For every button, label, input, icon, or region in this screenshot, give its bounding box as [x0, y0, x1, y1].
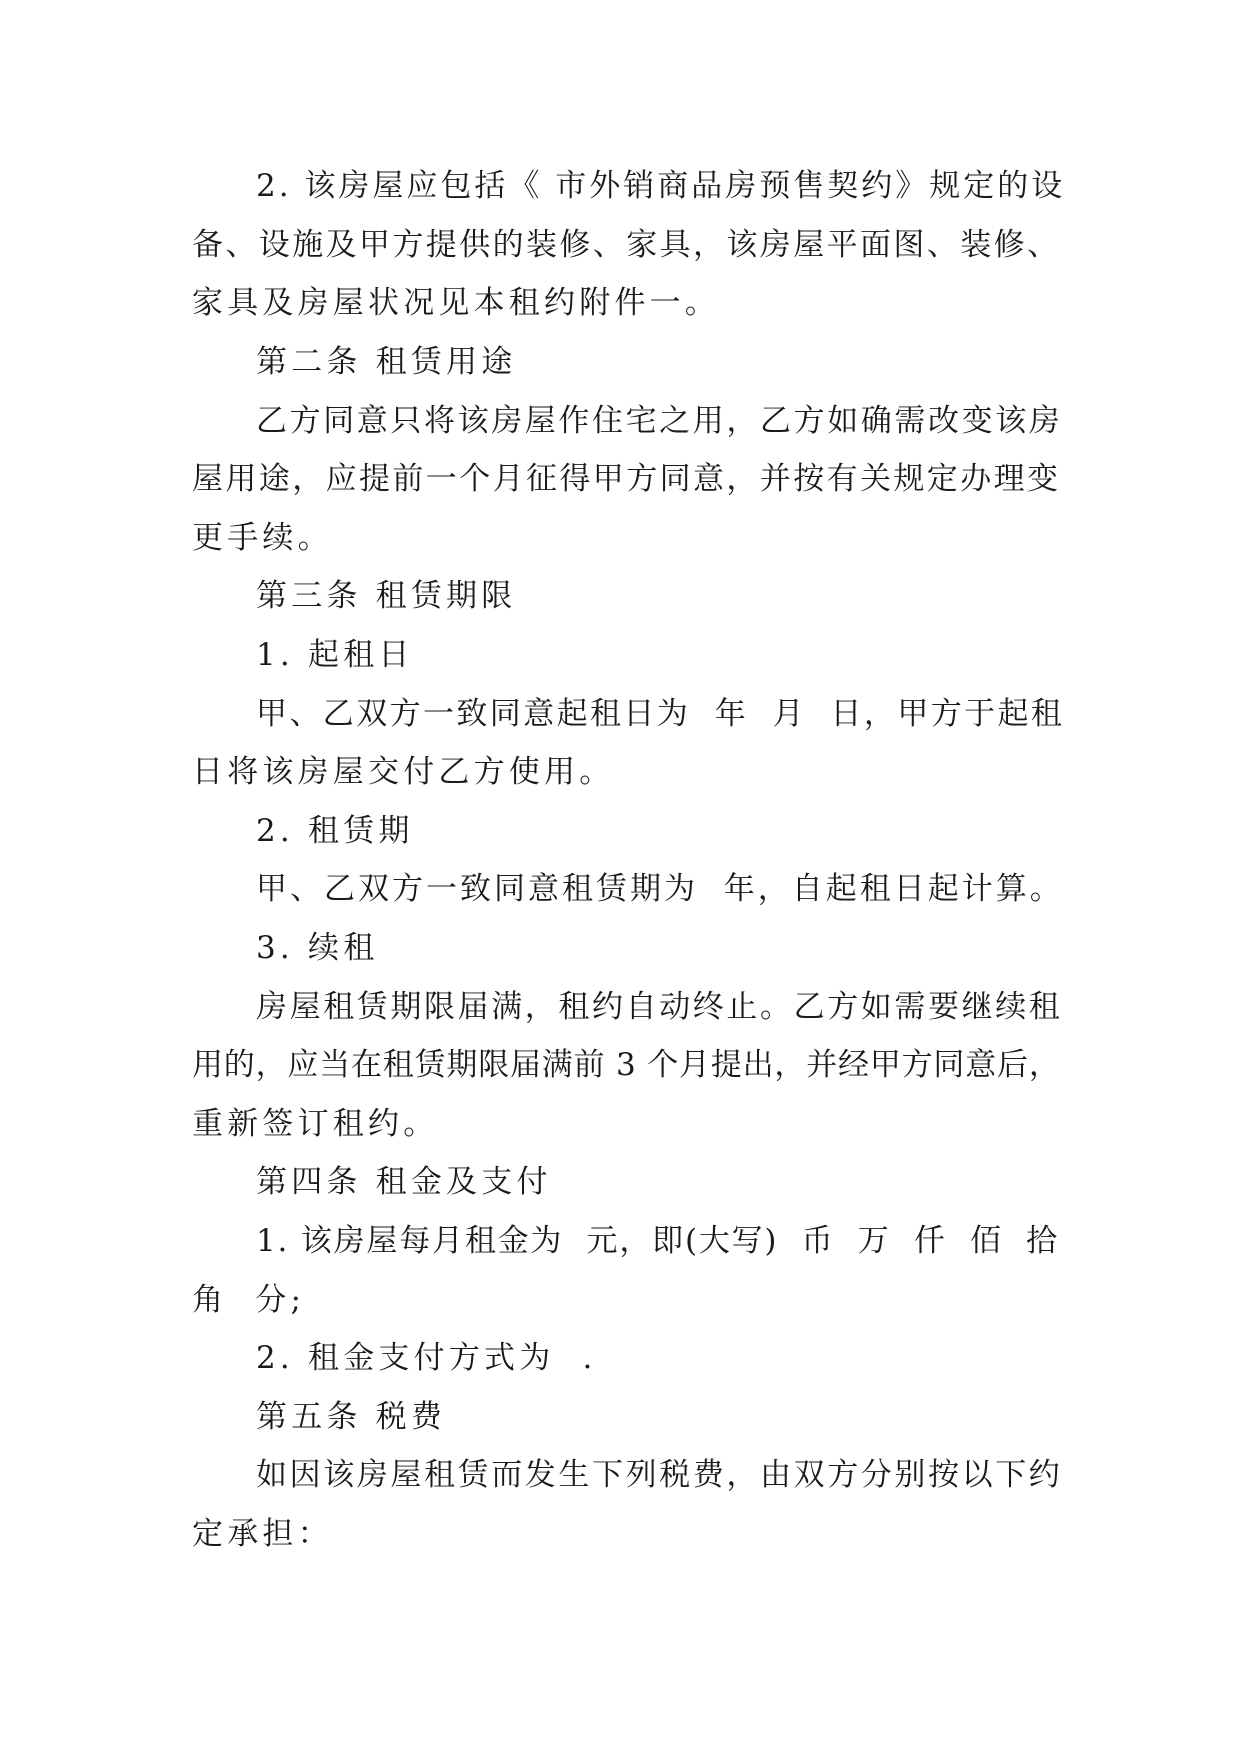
text-line: 定承担： [192, 1516, 333, 1552]
text-line: 备、设施及甲方提供的装修、家具，该房屋平面图、装修、 [192, 227, 1061, 263]
text-line: 更手续。 [192, 520, 333, 556]
text-line: 重新签订租约。 [192, 1106, 439, 1142]
text-line: 家具及房屋状况见本租约附件一。 [192, 285, 720, 321]
section-heading: 第二条 租赁用途 [256, 344, 517, 380]
section-heading: 第五条 税费 [256, 1399, 447, 1435]
section-heading: 第四条 租金及支付 [256, 1164, 552, 1200]
subsection-heading: 2. 租赁期 [256, 813, 414, 849]
subsection-heading: 3. 续租 [256, 930, 379, 966]
section-heading: 第三条 租赁期限 [256, 578, 517, 614]
text-line: 角 分; [192, 1282, 306, 1318]
text-line: 2. 该房屋应包括《 市外销商品房预售契约》规定的设 [256, 168, 1066, 204]
text-line: 乙方同意只将该房屋作住宅之用，乙方如确需改变该房 [256, 403, 1063, 439]
text-line: 用的，应当在租赁期限届满前 3 个月提出，并经甲方同意后， [192, 1047, 1061, 1083]
text-line: 2. 租金支付方式为 . [256, 1340, 597, 1376]
subsection-heading: 1. 起租日 [256, 637, 414, 673]
text-line: 甲、乙双方一致同意租赁期为 年，自起租日起计算。 [256, 871, 1064, 907]
text-line: 屋用途，应提前一个月征得甲方同意，并按有关规定办理变 [192, 461, 1061, 497]
text-line: 1. 该房屋每月租金为 元，即(大写) 币 万 仟 佰 拾 [256, 1223, 1059, 1259]
text-line: 日将该房屋交付乙方使用。 [192, 754, 615, 790]
text-line: 如因该房屋租赁而发生下列税费，由双方分别按以下约 [256, 1457, 1063, 1493]
text-line: 房屋租赁期限届满，租约自动终止。乙方如需要继续租 [256, 989, 1063, 1025]
text-line: 甲、乙双方一致同意起租日为 年 月 日，甲方于起租 [256, 696, 1065, 732]
